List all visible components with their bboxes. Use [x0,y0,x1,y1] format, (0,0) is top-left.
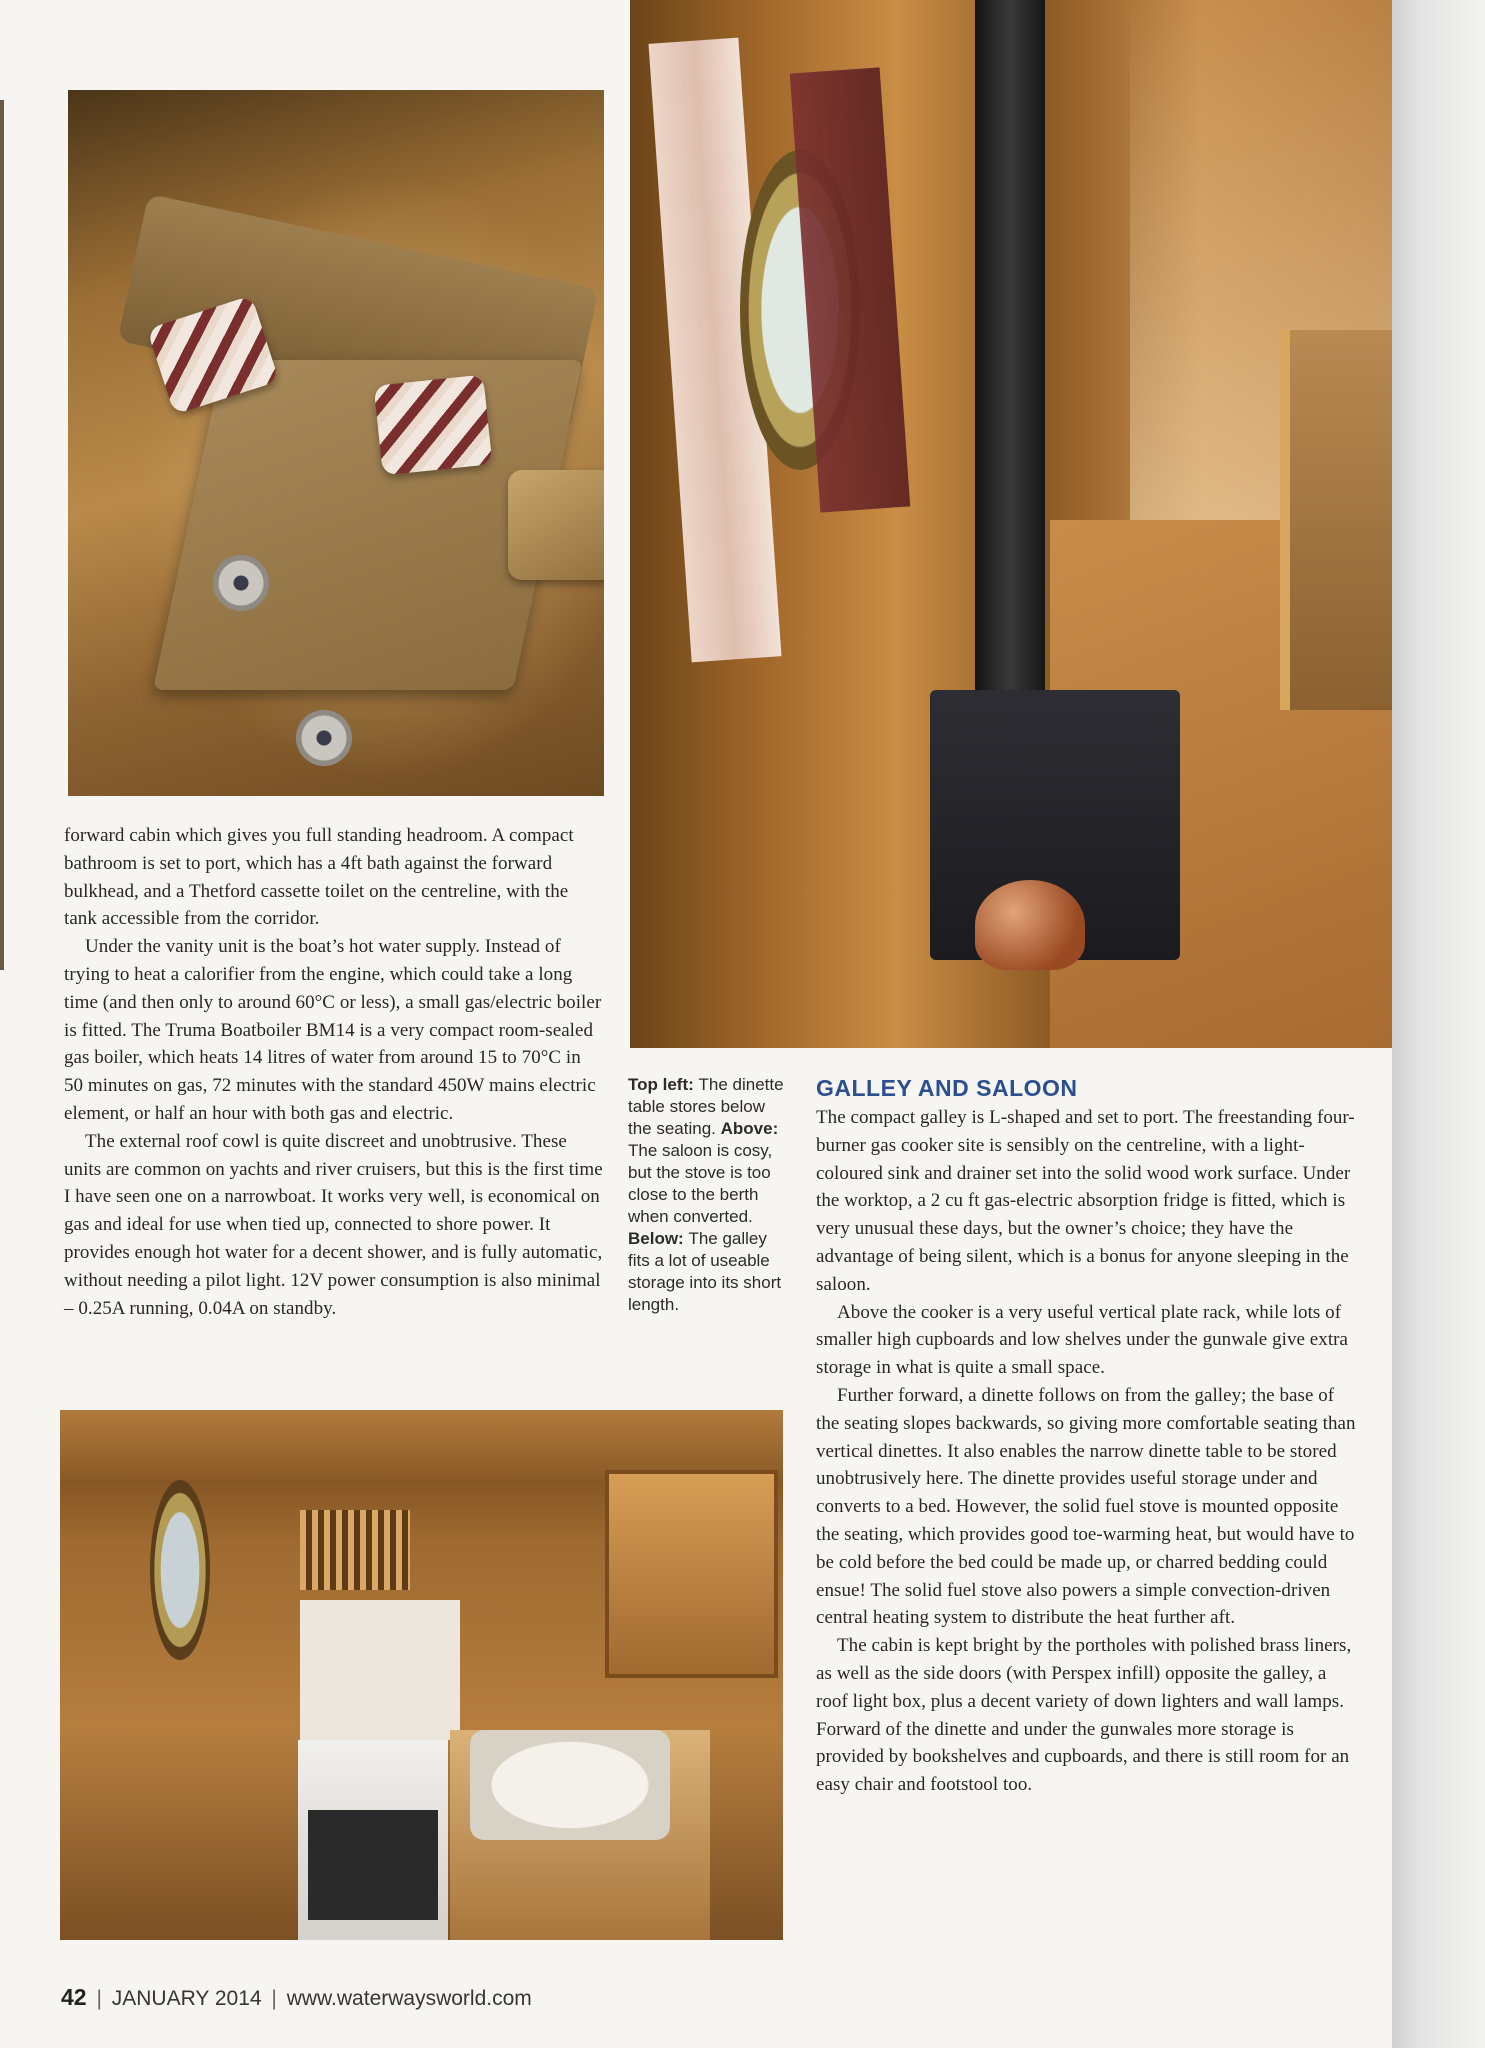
splashback [300,1600,460,1740]
left-column-text [64,822,604,1322]
paragraph: The cabin is kept bright by the portholes with polished brass liners, as well as the side doors (with Perspex infill) opposite the galley, a roof light box, plus a decent variety of down lighters and wall lamps. Forward of the dinette and under the gunwales more storage is provided by bookshelves and cupboards, and there is still room for an easy chair and footstool too. [816,1635,1352,1796]
footer-separator: | [271,1987,277,2010]
issue-date: JANUARY 2014 [111,1987,262,2010]
plate-rack [300,1510,410,1590]
high-cupboard [605,1470,778,1678]
caption-label-above: Above: [720,1119,779,1138]
page-footer [61,1984,532,2011]
copper-kettle [975,880,1085,970]
binding-edge [0,100,4,970]
paragraph: The external roof cowl is quite discreet and unobtrusive. These units are common on yachts and river cruisers, but this is the first time I have seen one on a narrowboat. It works very well, is economical on gas and ideal for use when tied up, connected to shore power. It provides enough hot water for a decent shower, and is fully automatic, without needing a pilot light. 12V power consumption is also minimal – 0.25A running, 0.04A on standby. [64,1130,603,1319]
oven-door [308,1810,438,1920]
right-column-text [816,1104,1356,1799]
paragraph: Further forward, a dinette follows on from the galley; the base of the seating slopes backwards, so giving more comfortable seating than vertical dinettes. It also enables the narrow dinette table to be stored unobtrusively here. The dinette provides useful storage under and converts to a bed. However, the solid fuel stove is mounted opposite the seating, which provides good toe-warming heat, but would have to be cold before the bed could be made up, or charred bedding could ensue! The solid fuel stove also powers a simple convection-driven central heating system to distribute the heat further aft. [816,1384,1356,1629]
sink [470,1730,670,1840]
caption-label-below: Below: [628,1229,689,1248]
paragraph: Under the vanity unit is the boat’s hot water supply. Instead of trying to heat a calorifier from the engine, which could take a long time (and then only to around 60°C or less), a small gas/electric boiler is fitted. The Truma Boatboiler BM14 is a very compact room-sealed gas boiler, which heats 14 litres of water from around 15 to 70°C in 50 minutes on gas, 72 minutes with the standard 450W mains electric element, or half an hour with both gas and electric. [64,936,602,1124]
caption-below: The galley fits a lot of useable storage into its short length. [628,1229,782,1314]
caption-top-left: The dinette table stores below the seating. [628,1075,784,1138]
page-edge-shadow [1392,0,1485,2048]
table-socket [213,555,269,611]
stove-flue [975,0,1045,700]
galley-photo [60,1410,783,1940]
page-number: 42 [61,1984,87,2010]
dinette-seat [1280,330,1392,710]
website-link[interactable]: www.waterwaysworld.com [286,1987,532,2010]
plain-cushion [508,470,604,580]
footer-separator: | [96,1987,102,2010]
paragraph: forward cabin which gives you full standing headroom. A compact bathroom is set to port, which has a 4ft bath against the forward bulkhead, and a Thetford cassette toilet on the centreline, with the tank accessible from the corridor. [64,825,574,930]
caption-label-top-left: Top left: [628,1075,699,1094]
section-heading: GALLEY AND SALOON [816,1075,1078,1101]
saloon-stove-photo [630,0,1392,1048]
porthole [150,1480,210,1660]
dinette-seating-photo [68,90,604,796]
paragraph: Above the cooker is a very useful vertical plate rack, while lots of smaller high cupboards and low shelves under the gunwale give extra storage in what is quite a small space. [816,1301,1349,1379]
striped-cushion [374,374,493,475]
table-socket [296,710,352,766]
caption-above: The saloon is cosy, but the stove is too close to the berth when converted. [628,1141,773,1226]
photo-captions [628,1074,790,1316]
paragraph: The compact galley is L-shaped and set to port. The freestanding four-burner gas cooker site is sensibly on the centreline, with a light-coloured sink and drainer set into the solid wood work surface. Under the worktop, a 2 cu ft gas-electric absorption fridge is fitted, which is very unusual these days, but the owner’s choice; they have the advantage of being silent, which is a bonus for anyone sleeping in the saloon. [816,1107,1355,1295]
